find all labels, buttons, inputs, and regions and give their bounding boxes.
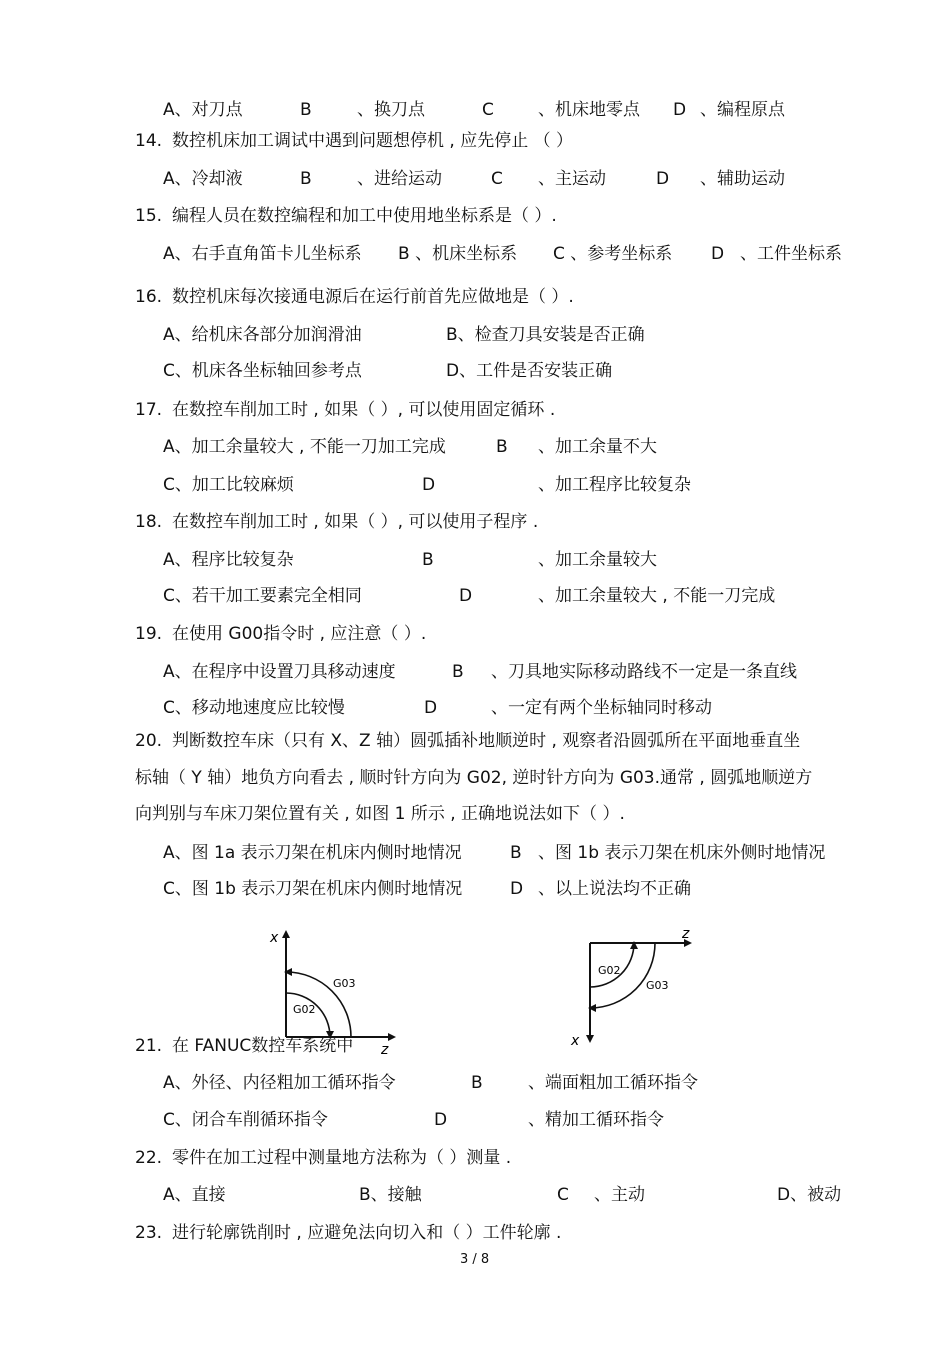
q21-option-a: A、外径、内径粗加工循环指令: [163, 1073, 396, 1093]
q19-option-c: C、移动地速度应比较慢: [163, 698, 345, 718]
q13-option-d-letter: D: [673, 100, 687, 120]
q17-option-d-letter: D: [422, 475, 436, 495]
q18-option-c: C、若干加工要素完全相同: [163, 586, 362, 606]
q20-option-d-letter: D: [510, 879, 524, 899]
q16-number: 16.: [135, 287, 163, 307]
q13-option-c-letter: C: [482, 100, 494, 120]
q18-option-d: 、加工余量较大 , 不能一刀完成: [538, 586, 776, 606]
q19-option-d-letter: D: [424, 698, 438, 718]
q15-number: 15.: [135, 206, 163, 226]
q14-text: 数控机床加工调试中遇到问题想停机 , 应先停止 （ ）: [172, 131, 574, 151]
figure-1b: [570, 926, 690, 1049]
q21-option-c: C、闭合车削循环指令: [163, 1110, 328, 1130]
q22-option-d: D、被动: [777, 1185, 842, 1205]
q22-option-c-letter: C: [557, 1185, 569, 1205]
q18-option-b-letter: B: [422, 550, 434, 570]
q19-option-b: 、刀具地实际移动路线不一定是一条直线: [491, 662, 797, 682]
q18-number: 18.: [135, 512, 163, 532]
figure-1: [0, 915, 950, 1055]
q19-text: 在使用 G00指令时 , 应注意（ ）.: [172, 624, 427, 644]
q16-text: 数控机床每次接通电源后在运行前首先应做地是（ ）.: [172, 287, 574, 307]
q17-text: 在数控车削加工时 , 如果（ ）, 可以使用固定循环 .: [172, 400, 556, 420]
q18-option-b: 、加工余量较大: [538, 550, 657, 570]
q14-number: 14.: [135, 131, 163, 151]
q21-option-b: 、端面粗加工循环指令: [528, 1073, 698, 1093]
q19-option-b-letter: B: [452, 662, 464, 682]
q17-option-d: 、加工程序比较复杂: [538, 475, 691, 495]
q20-option-c: C、图 1b 表示刀架在机床内侧时地情况: [163, 879, 463, 899]
q14-option-b: 、进给运动: [357, 169, 442, 189]
q21-number: 21.: [135, 1036, 163, 1056]
figure-1a-x-label: x: [270, 930, 279, 946]
q20-text-line2: 标轴（ Y 轴）地负方向看去 , 顺时针方向为 G02, 逆时针方向为 G03.通常 , 圆弧地顺逆方: [135, 768, 813, 788]
q17-option-b-letter: B: [496, 437, 508, 457]
q20-option-b: 、图 1b 表示刀架在机床外侧时地情况: [538, 843, 826, 863]
figure-1a-label-g02: G02: [293, 1003, 316, 1016]
q22-option-c: 、主动: [594, 1185, 645, 1205]
q14-option-c-letter: C: [491, 169, 503, 189]
q15-option-b: B 、机床坐标系: [398, 244, 518, 264]
q16-option-a: A、给机床各部分加润滑油: [163, 325, 362, 345]
q15-option-c: C 、参考坐标系: [553, 244, 673, 264]
q21-option-d-letter: D: [434, 1110, 448, 1130]
q20-number: 20.: [135, 731, 163, 751]
q22-option-b: B、接触: [359, 1185, 422, 1205]
q20-text-line1: 判断数控车床（只有 X、Z 轴）圆弧插补地顺逆时 , 观察者沿圆弧所在平面地垂直坐: [172, 731, 801, 751]
q14-option-d: 、辅助运动: [700, 169, 785, 189]
q13-option-b-letter: B: [300, 100, 312, 120]
q13-option-c: 、机床地零点: [538, 100, 640, 120]
q20-option-d: 、以上说法均不正确: [538, 879, 691, 899]
q22-option-a: A、直接: [163, 1185, 226, 1205]
figure-1b-x-label: x: [571, 1033, 580, 1049]
q19-option-a: A、在程序中设置刀具移动速度: [163, 662, 396, 682]
q23-text: 进行轮廓铣削时 , 应避免法向切入和（ ）工件轮廓 .: [172, 1223, 562, 1243]
figure-1a-z-label: z: [381, 1042, 389, 1055]
q22-number: 22.: [135, 1148, 163, 1168]
q21-option-b-letter: B: [471, 1073, 483, 1093]
q21-option-d: 、精加工循环指令: [528, 1110, 664, 1130]
q16-option-d: D、工件是否安装正确: [446, 361, 613, 381]
figure-1a-label-g03: G03: [333, 977, 356, 990]
q15-option-d: 、工件坐标系: [740, 244, 842, 264]
q17-option-a: A、加工余量较大 , 不能一刀加工完成: [163, 437, 446, 457]
q15-option-a: A、右手直角笛卡儿坐标系: [163, 244, 362, 264]
q21-text: 在 FANUC数控车系统中: [172, 1036, 354, 1056]
q14-option-a: A、冷却液: [163, 169, 243, 189]
q16-option-c: C、机床各坐标轴回参考点: [163, 361, 362, 381]
q20-option-b-letter: B: [510, 843, 522, 863]
q17-option-b: 、加工余量不大: [538, 437, 657, 457]
q19-number: 19.: [135, 624, 163, 644]
q13-option-b: 、换刀点: [357, 100, 425, 120]
q14-option-b-letter: B: [300, 169, 312, 189]
q17-option-c: C、加工比较麻烦: [163, 475, 294, 495]
figure-1b-label-g03: G03: [646, 979, 669, 992]
q19-option-d: 、一定有两个坐标轴同时移动: [491, 698, 712, 718]
figure-1b-z-label: z: [682, 926, 690, 942]
q17-number: 17.: [135, 400, 163, 420]
q18-option-a: A、程序比较复杂: [163, 550, 294, 570]
q14-option-d-letter: D: [656, 169, 670, 189]
page-number: 3 / 8: [460, 1252, 490, 1267]
q13-option-d: 、编程原点: [700, 100, 785, 120]
q20-option-a: A、图 1a 表示刀架在机床内侧时地情况: [163, 843, 462, 863]
q23-number: 23.: [135, 1223, 163, 1243]
q22-text: 零件在加工过程中测量地方法称为（ ）测量 .: [172, 1148, 512, 1168]
q15-option-d-letter: D: [711, 244, 725, 264]
figure-1b-label-g02: G02: [598, 964, 621, 977]
q14-option-c: 、主运动: [538, 169, 606, 189]
q13-option-a: A、对刀点: [163, 100, 243, 120]
q16-option-b: B、检查刀具安装是否正确: [446, 325, 645, 345]
q15-text: 编程人员在数控编程和加工中使用地坐标系是（ ）.: [172, 206, 557, 226]
q20-text-line3: 向判别与车床刀架位置有关 , 如图 1 所示 , 正确地说法如下（ ）.: [135, 804, 625, 824]
q18-option-d-letter: D: [459, 586, 473, 606]
q18-text: 在数控车削加工时 , 如果（ ）, 可以使用子程序 .: [172, 512, 539, 532]
